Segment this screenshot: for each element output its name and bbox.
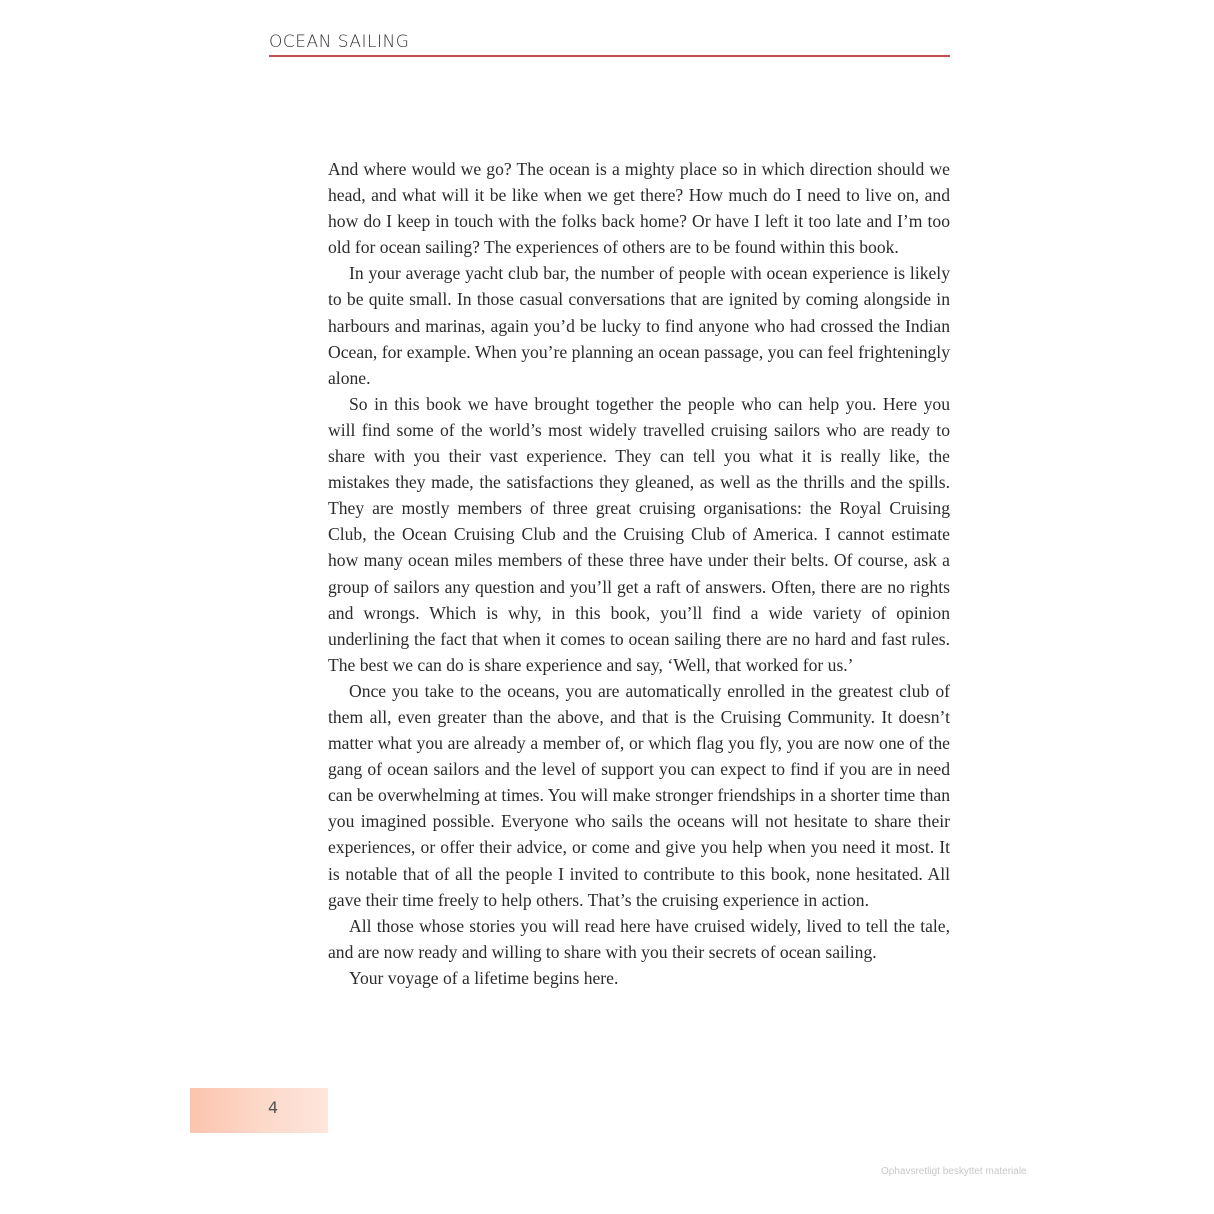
body-text	[328, 156, 950, 991]
paragraph-3: So in this book we have brought together the people who can help you. Here you will find some of the world’s most widely travelled cruising sailors who are ready to share with you their vast experience. They can tell you what it is really like, the mistakes they made, the satisfactions they gleaned, as well as the thrills and the spills. They are mostly members of three great cruising organisations: the Royal Cruising Club, the Ocean Cruising Club and the Cruising Club of America. I cannot estimate how many ocean miles members of these three have under their belts. Of course, ask a group of sailors any question and you’ll get a raft of answers. Often, there are no rights and wrongs. Which is why, in this book, you’ll find a wide variety of opinion underlining the fact that when it comes to ocean sailing there are no hard and fast rules. The best we can do is share experience and say, ‘Well, that worked for us.’	[328, 393, 950, 675]
paragraph-6: Your voyage of a lifetime begins here.	[349, 967, 619, 988]
paragraph-1: And where would we go? The ocean is a mighty place so in which direction should we head, and what will it be like when we get there? How much do I need to live on, and how do I keep in touch with the folks back home? Or have I left it too late and I’m too old for ocean sailing? The experiences of others are to be found within this book.	[328, 159, 950, 258]
page-number-tab	[190, 1088, 328, 1133]
running-head	[269, 31, 950, 57]
running-head-title: OCEAN SAILING	[269, 32, 410, 52]
copyright-watermark: Ophavsretligt beskyttet materiale	[881, 1166, 1027, 1177]
paragraph-2: In your average yacht club bar, the number of people with ocean experience is likely to be quite small. In those casual conversations that are ignited by coming alongside in harbours and marinas, again you’d be lucky to find anyone who had crossed the Indian Ocean, for example. When you’re planning an ocean passage, you can feel frighteningly alone.	[328, 263, 950, 388]
paragraph-5: All those whose stories you will read here have cruised widely, lived to tell the tale, and are now ready and willing to share with you their secrets of ocean sailing.	[328, 915, 950, 962]
paragraph-4: Once you take to the oceans, you are automatically enrolled in the greatest club of them all, even greater than the above, and that is the Cruising Community. It doesn’t matter what you are already a member of, or which flag you fly, you are now one of the gang of ocean sailors and the level of support you can expect to find if you are in need can be overwhelming at times. You will make stronger friendships in a shorter time than you imagined possible. Everyone who sails the oceans will not hesitate to share their experiences, or offer their advice, or come and give you help when you need it most. It is notable that of all the people I invited to contribute to this book, none hesitated. All gave their time freely to help others. That’s the cruising experience in action.	[328, 680, 950, 910]
page-number: 4	[268, 1098, 279, 1117]
